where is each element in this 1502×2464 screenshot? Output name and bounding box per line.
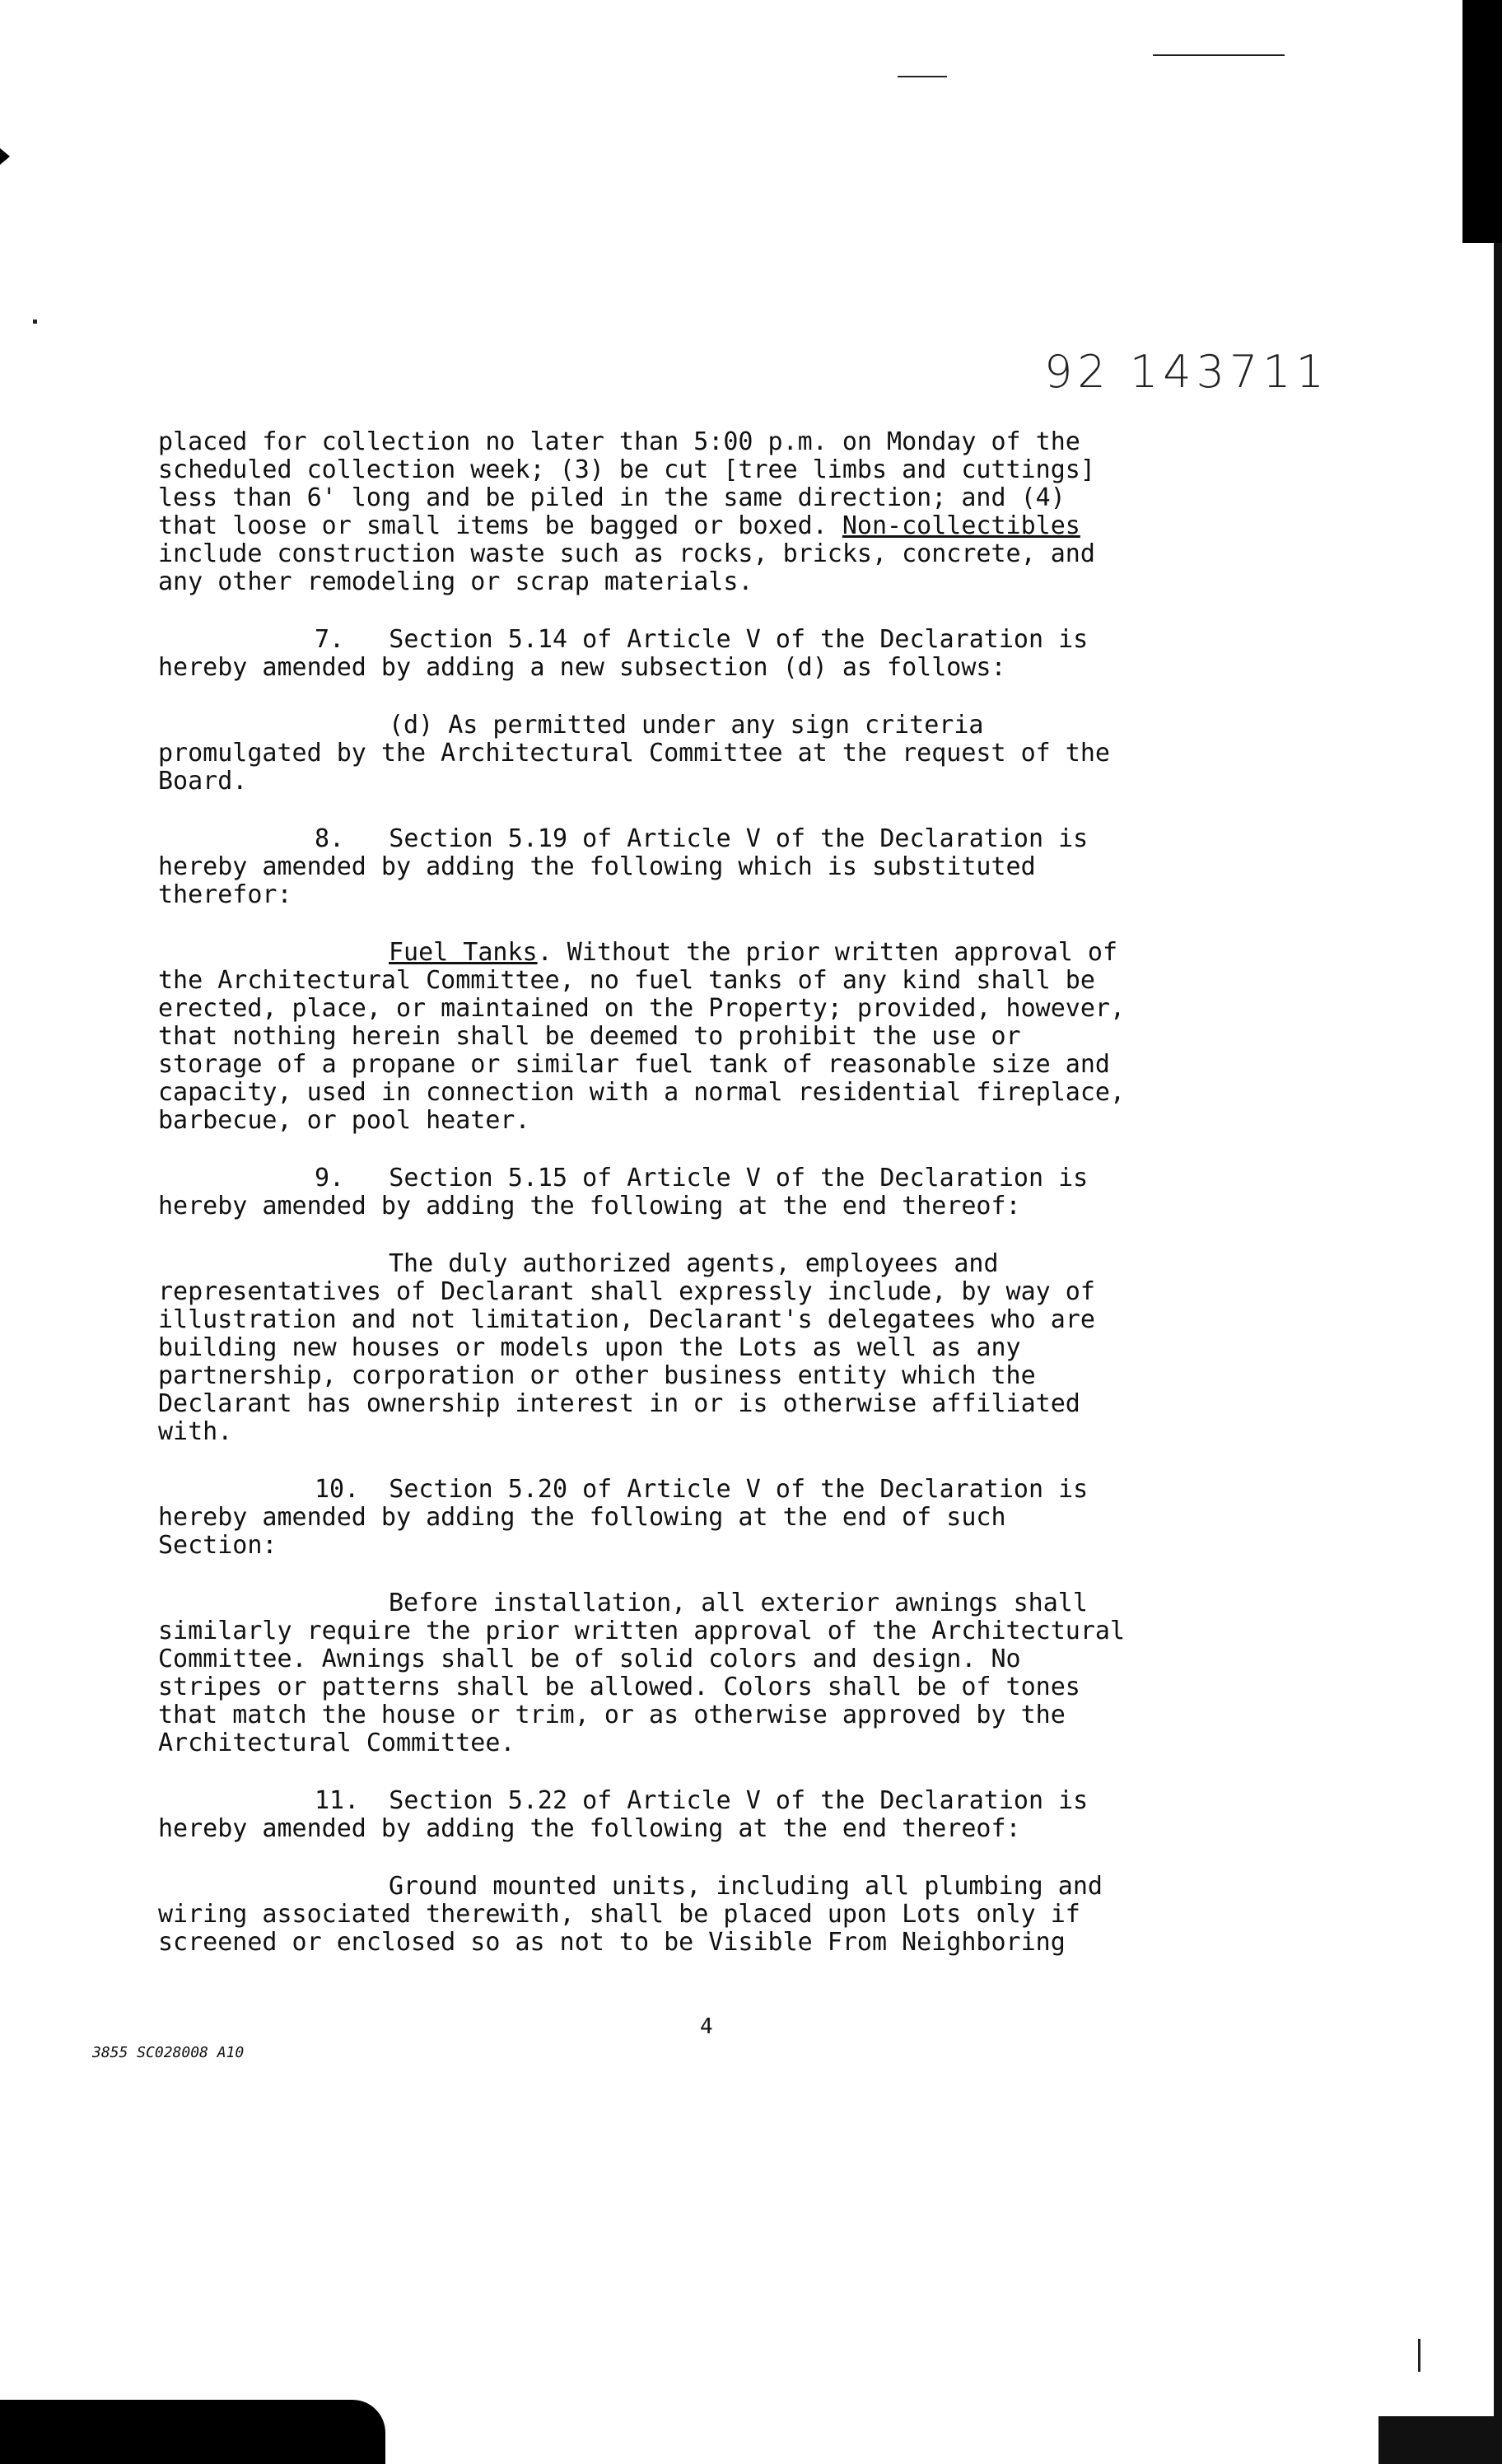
underlined-term: Non-collectibles (842, 511, 1080, 540)
paragraph-10-text (158, 1589, 1303, 1757)
line: The duly authorized agents, employees and (389, 1249, 999, 1278)
document-number-stamp: 92 143711 (1044, 346, 1330, 398)
line: hereby amended by adding a new subsection (d) as follows: (158, 653, 1006, 682)
paragraph-8-text (158, 939, 1303, 1135)
line: with. (158, 1417, 233, 1446)
scan-edge-top-right (1462, 0, 1502, 243)
line: 8. Section 5.19 of Article V of the Declaration is (315, 824, 1089, 853)
paragraph-11-text (158, 1873, 1303, 1957)
line: building new houses or models upon the Lots as well as any (158, 1333, 1021, 1362)
line: 7. Section 5.14 of Article V of the Declaration is (315, 625, 1089, 654)
line: that loose or small items be bagged or boxed. (158, 511, 842, 540)
line: any other remodeling or scrap materials. (158, 567, 753, 596)
line: Board. (158, 767, 248, 796)
scan-speck (1418, 2339, 1420, 2372)
line: that match the house or trim, or as otherwise approved by the (158, 1701, 1066, 1729)
scan-speck (1153, 54, 1285, 56)
line: Section: (158, 1531, 278, 1560)
footer-code: 3855 SC028008 A10 (92, 2044, 245, 2061)
line: placed for collection no later than 5:00 p.m. on Monday of the (158, 427, 1080, 456)
heading-fuel-tanks: Fuel Tanks (389, 938, 538, 967)
line: hereby amended by adding the following at the end thereof: (158, 1192, 1021, 1220)
paragraph-10 (158, 1476, 1303, 1560)
line: Committee. Awnings shall be of solid colors and design. No (158, 1645, 1021, 1673)
scan-blot-bottom-left (0, 2400, 385, 2464)
line: less than 6' long and be piled in the same direction; and (4) (158, 483, 1066, 512)
line: barbecue, or pool heater. (158, 1106, 530, 1135)
line: stripes or patterns shall be allowed. Colors shall be of tones (158, 1673, 1080, 1701)
line: wiring associated therewith, shall be placed upon Lots only if (158, 1900, 1080, 1929)
line: similarly require the prior written approval of the Architectural (158, 1617, 1125, 1645)
scan-speck (33, 320, 37, 324)
paragraph-7d (158, 712, 1303, 796)
line: that nothing herein shall be deemed to prohibit the use or (158, 1022, 1021, 1051)
line: . Without the prior written approval of (537, 938, 1118, 967)
line: 9. Section 5.15 of Article V of the Declaration is (315, 1164, 1089, 1192)
line: storage of a propane or similar fuel tank of reasonable size and (158, 1050, 1110, 1079)
line: the Architectural Committee, no fuel tanks of any kind shall be (158, 966, 1095, 995)
line: (d) As permitted under any sign criteria (389, 711, 984, 740)
line: promulgated by the Architectural Committee at the request of the (158, 739, 1110, 768)
paragraph-continuation (158, 428, 1303, 596)
paragraph-9-text (158, 1250, 1303, 1446)
line: Architectural Committee. (158, 1729, 515, 1757)
line: hereby amended by adding the following at the end of such (158, 1503, 1006, 1532)
line: 11. Section 5.22 of Article V of the Declaration is (315, 1786, 1089, 1815)
document-body (158, 428, 1303, 1957)
line: Before installation, all exterior awnings shall (389, 1589, 1088, 1617)
paragraph-8 (158, 825, 1303, 909)
line: Ground mounted units, including all plumbing and (389, 1872, 1103, 1901)
line: include construction waste such as rocks, bricks, concrete, and (158, 539, 1095, 568)
line: screened or enclosed so as not to be Visible From Neighboring (158, 1928, 1066, 1957)
line: capacity, used in connection with a normal residential fireplace, (158, 1078, 1125, 1107)
line: illustration and not limitation, Declarant's delegatees who are (158, 1305, 1095, 1334)
line: representatives of Declarant shall expressly include, by way of (158, 1277, 1095, 1306)
line: partnership, corporation or other business entity which the (158, 1361, 1036, 1390)
paragraph-9 (158, 1164, 1303, 1220)
scan-edge-right (1494, 243, 1502, 2464)
paragraph-11 (158, 1787, 1303, 1843)
paragraph-7 (158, 626, 1303, 682)
page-number: 4 (700, 2014, 713, 2039)
scan-speck (898, 76, 947, 77)
line: erected, place, or maintained on the Property; provided, however, (158, 994, 1125, 1023)
line: therefor: (158, 880, 292, 909)
line: 10. Section 5.20 of Article V of the Declaration is (315, 1475, 1089, 1504)
line: Declarant has ownership interest in or is otherwise affiliated (158, 1389, 1080, 1418)
scan-mark-arrow (0, 148, 10, 165)
line: hereby amended by adding the following at the end thereof: (158, 1814, 1021, 1843)
line: scheduled collection week; (3) be cut [tree limbs and cuttings] (158, 455, 1095, 484)
line: hereby amended by adding the following which is substituted (158, 852, 1036, 881)
scan-edge-bottom-right (1378, 2416, 1502, 2464)
